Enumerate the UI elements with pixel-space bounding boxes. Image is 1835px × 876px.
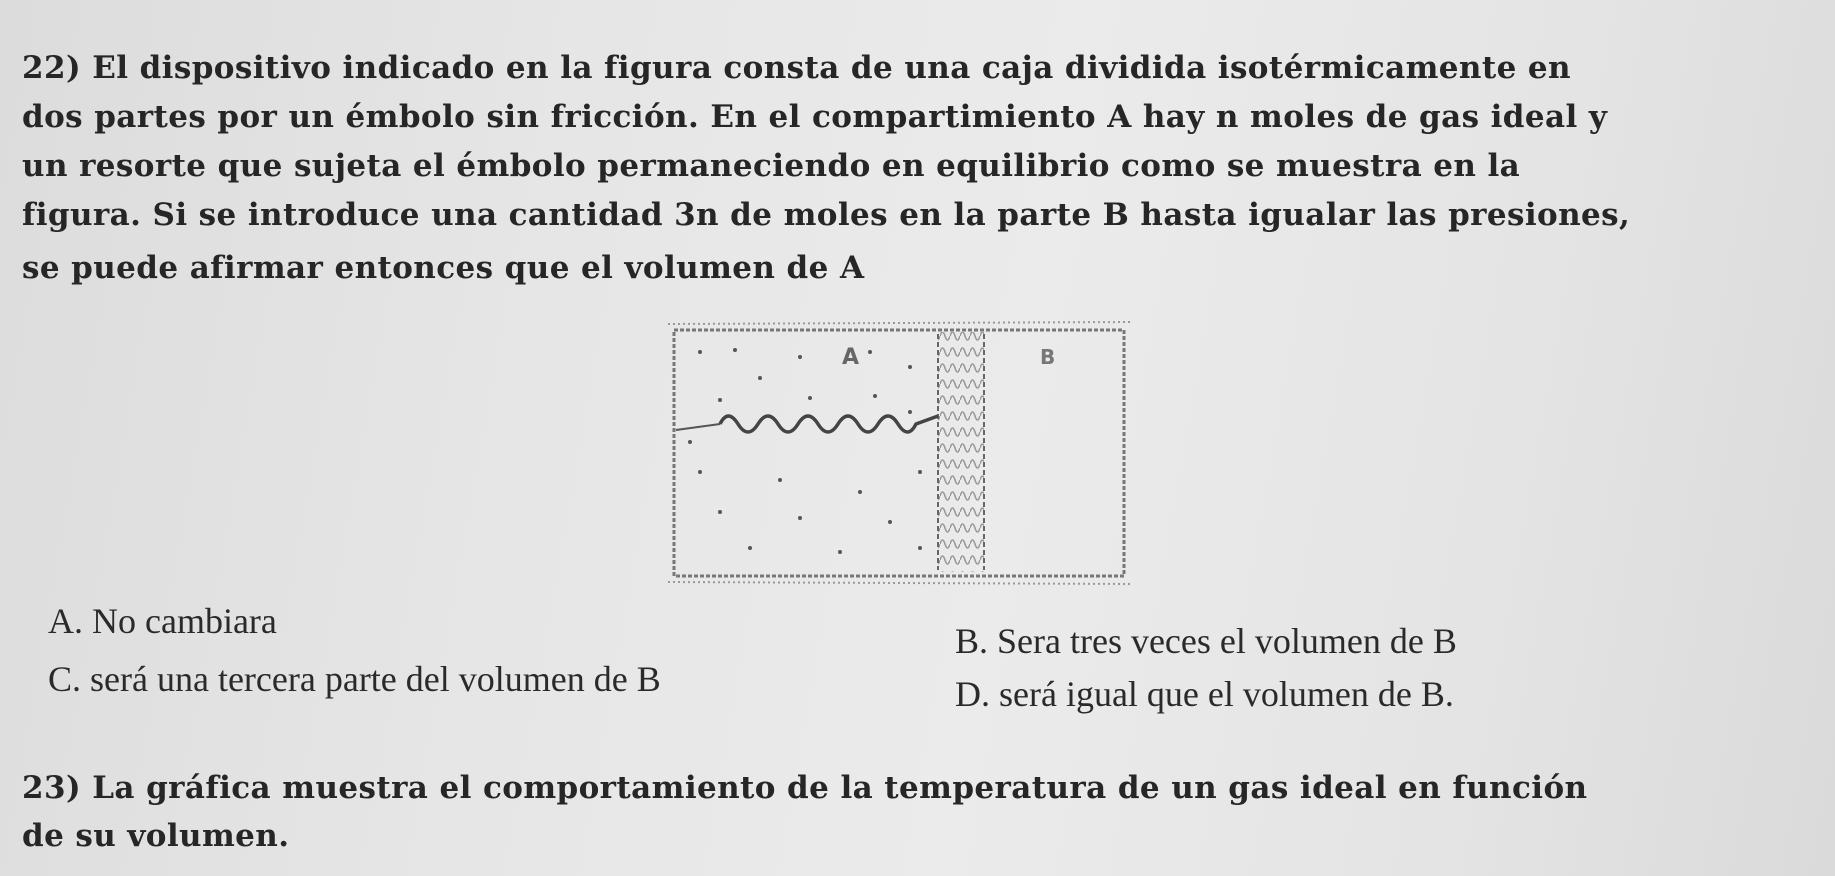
piston	[938, 332, 984, 572]
option-d[interactable]: D. será igual que el volumen de B.	[955, 674, 1454, 714]
question-22-line-1: 22) El dispositivo indicado en la figura consta de una caja dividida isotérmicamente en	[22, 50, 1571, 86]
question-22-line-2: dos partes por un émbolo sin fricción. En el compartimiento A hay n moles de gas ideal y	[22, 99, 1608, 135]
question-22-line-5: se puede afirmar entonces que el volumen de A	[22, 250, 865, 286]
option-c[interactable]: C. será una tercera parte del volumen de B	[48, 659, 661, 699]
label-a: A	[842, 345, 860, 370]
gas-particles	[688, 348, 922, 554]
piston-box-figure	[660, 312, 1140, 592]
question-22-line-3: un resorte que sujeta el émbolo permaneciendo en equilibrio como se muestra en la	[22, 148, 1521, 184]
box-outline	[674, 330, 1124, 576]
box-top-edge	[668, 322, 1130, 324]
option-a[interactable]: A. No cambiara	[48, 601, 277, 641]
spring	[720, 416, 938, 432]
label-b: B	[1040, 345, 1056, 369]
bleed-through-texture	[1300, 300, 1308, 330]
option-b[interactable]: B. Sera tres veces el volumen de B	[955, 621, 1457, 661]
question-22-line-4: figura. Si se introduce una cantidad 3n de moles en la parte B hasta igualar las presiones,	[22, 197, 1631, 233]
box-bottom-edge	[668, 582, 1130, 584]
question-23-line-1: 23) La gráfica muestra el comportamiento de la temperatura de un gas ideal en función	[22, 770, 1588, 806]
question-23-line-2: de su volumen.	[22, 818, 290, 854]
spring-wall-line	[676, 424, 720, 430]
